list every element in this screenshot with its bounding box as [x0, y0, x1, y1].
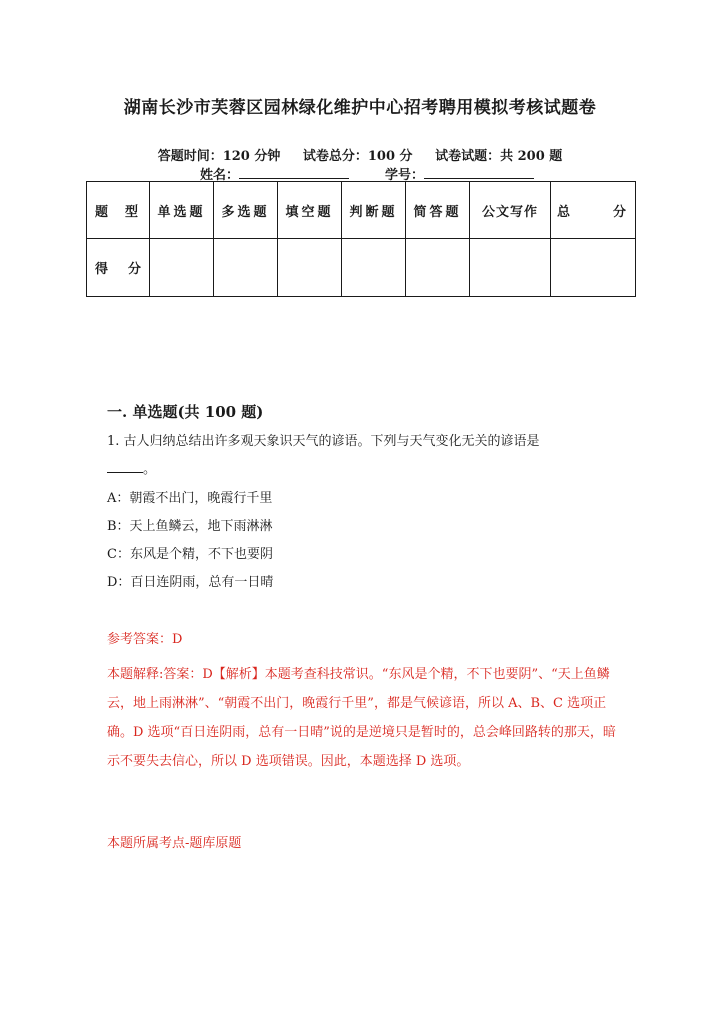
- type-header-cell: 题 型: [87, 182, 150, 239]
- id-blank: [424, 166, 534, 179]
- type-short-answer: 简答题: [406, 182, 470, 239]
- exam-meta: [0, 145, 720, 164]
- type-document-writing: 公文写作: [470, 182, 551, 239]
- name-blank: [239, 166, 349, 179]
- reference-answer: 参考答案：D: [107, 632, 183, 647]
- question-stem-blank: 。: [107, 462, 156, 476]
- score-cell: [150, 239, 214, 297]
- answer-blank: [107, 462, 143, 473]
- total-header-cell: 总 分: [551, 182, 636, 239]
- type-multiple-choice: 多选题: [214, 182, 278, 239]
- score-cell: [342, 239, 406, 297]
- option-d: D：百日连阴雨，总有一日晴: [107, 575, 274, 590]
- option-c: C：东风是个精，不下也要阴: [107, 547, 273, 562]
- score-label-cell: 得 分: [87, 239, 150, 297]
- name-label: 姓名：: [200, 168, 240, 183]
- score-table-score-row: [87, 239, 636, 297]
- id-label: 学号：: [385, 168, 425, 183]
- section-title: 一. 单选题(共 100 题): [107, 403, 264, 421]
- question-stem: 1. 古人归纳总结出许多观天象识天气的谚语。下列与天气变化无关的谚语是: [107, 434, 540, 449]
- type-fill-blank: 填空题: [278, 182, 342, 239]
- type-single-choice: 单选题: [150, 182, 214, 239]
- score-cell: [470, 239, 551, 297]
- page-title: 湖南长沙市芙蓉区园林绿化维护中心招考聘用模拟考核试题卷: [123, 98, 597, 118]
- type-true-false: 判断题: [342, 182, 406, 239]
- option-b: B：天上鱼鳞云，地下雨淋淋: [107, 519, 273, 534]
- score-cell: [278, 239, 342, 297]
- answer-explanation: 本题解释:答案：D【解析】本题考查科技常识。“东风是个精，不下也要阴”、“天上鱼鳞云，地上雨淋淋”、“朝霞不出门，晚霞行千里”，都是气候谚语，所以 A、B、C 选项正确。D 选项“百日连阴雨，总有一日晴”说的是逆境只是暂时的，总会峰回路转的那天，暗示不要失去信心，所以 D 选项错误。因此，本题选择 D 选项。: [107, 667, 616, 769]
- exam-time: 答题时间：120 分钟: [157, 149, 281, 164]
- score-table-header-row: [87, 182, 636, 239]
- exam-total-score: 试卷总分：100 分: [302, 149, 413, 164]
- option-a: A：朝霞不出门，晚霞行千里: [107, 491, 273, 506]
- score-table: [86, 181, 636, 297]
- exam-question-count: 试卷试题：共 200 题: [435, 149, 563, 164]
- score-cell: [551, 239, 636, 297]
- score-cell: [214, 239, 278, 297]
- score-cell: [406, 239, 470, 297]
- question-source-tag: 本题所属考点-题库原题: [107, 836, 242, 851]
